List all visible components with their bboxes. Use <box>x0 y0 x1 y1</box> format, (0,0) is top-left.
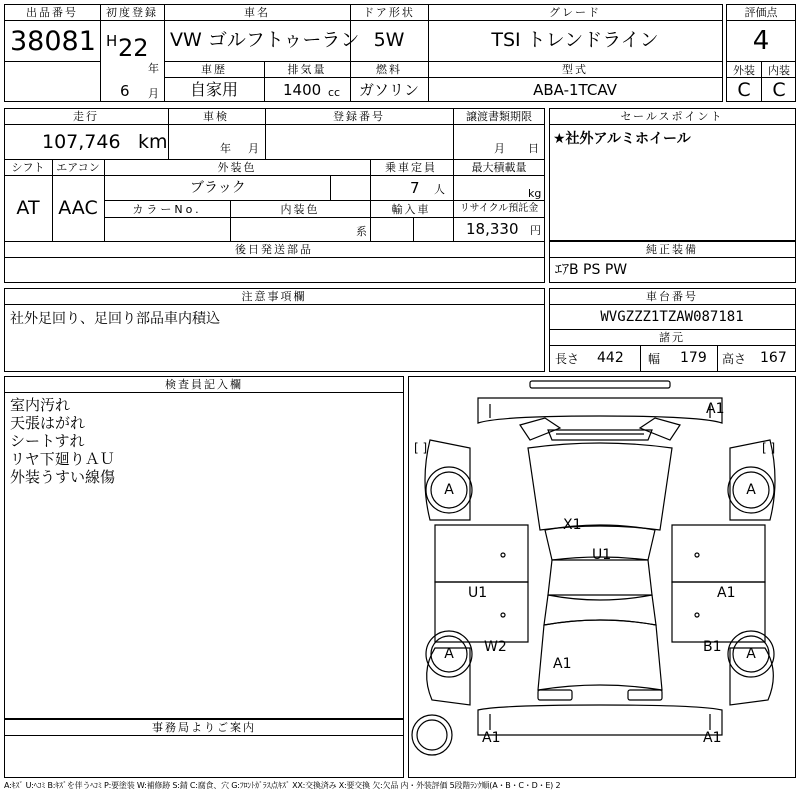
inspection-month-unit: 月 <box>248 142 259 155</box>
mark-bumper-left-a1: A1 <box>482 730 501 746</box>
transfer-doc-label: 譲渡書類期限 <box>466 110 532 123</box>
equipment-text: ｴｱB PS PW <box>555 262 628 278</box>
first-reg-year: 22 <box>118 34 149 62</box>
mark-wheel-rr: A <box>746 646 756 662</box>
inspector-line: リヤ下廻りＡＵ <box>10 450 115 468</box>
mark-roof-a1: A1 <box>706 401 725 417</box>
history-label: 車歴 <box>201 63 227 76</box>
door-type: 5W <box>373 29 405 51</box>
length-value: 442 <box>597 350 624 366</box>
length-label: 長さ <box>555 352 580 366</box>
exterior-grade: C <box>737 79 751 101</box>
inspector-line: シートすれ <box>10 432 85 450</box>
year-unit: 年 <box>148 62 159 75</box>
lot-number: 38081 <box>10 26 96 57</box>
score-value: 4 <box>752 26 770 56</box>
capacity-value: 7 <box>410 179 420 197</box>
mileage-unit: km <box>138 131 168 153</box>
shift-label: シフト <box>11 161 45 174</box>
door-label: ドア形状 <box>363 6 415 19</box>
width-label: 幅 <box>648 352 661 366</box>
width-value: 179 <box>680 350 707 366</box>
score-label: 評価点 <box>744 6 778 19</box>
mark-left-rear-w2: W2 <box>484 639 507 655</box>
exterior-label: 外装 <box>733 64 755 77</box>
damage-diagram-box <box>408 376 796 778</box>
color-no-label: カラーNo. <box>132 203 202 216</box>
aircon-label: エアコン <box>56 161 100 174</box>
aircon-value: AAC <box>58 197 98 219</box>
fuel-label: 燃料 <box>376 63 402 76</box>
displacement-unit: cc <box>328 86 341 99</box>
inspection-year-unit: 年 <box>220 142 231 155</box>
interior-color-label: 内装色 <box>280 203 320 216</box>
max-load-label: 最大積載量 <box>471 161 527 174</box>
mark-left-front-u1: U1 <box>468 585 488 601</box>
mark-rear-a1: A1 <box>553 656 572 672</box>
inspector-line: 外装うすい線傷 <box>10 468 116 486</box>
mileage-value: 107,746 <box>42 131 121 153</box>
recycle-label: リサイクル預託金 <box>459 203 539 214</box>
notes-label: 注意事項欄 <box>241 290 307 303</box>
shift-value: AT <box>16 197 40 219</box>
exterior-color-label: 外装色 <box>217 161 257 174</box>
recycle-value: 18,330 <box>466 220 519 238</box>
chassis-label: 車台番号 <box>646 290 698 303</box>
era: H <box>106 32 118 50</box>
interior-grade: C <box>772 79 786 101</box>
capacity-unit: 人 <box>434 183 445 196</box>
height-label: 高さ <box>722 352 747 366</box>
interior-color-unit: 系 <box>356 225 367 238</box>
lot-label: 出品番号 <box>26 6 78 19</box>
inspector-label: 検査員記入欄 <box>165 378 243 391</box>
inspector-line: 天張はがれ <box>10 414 86 432</box>
mark-hood-x1: X1 <box>563 517 582 533</box>
transfer-day-unit: 日 <box>528 142 539 155</box>
inspection-label: 車検 <box>203 110 229 123</box>
bracket-left: [ ] <box>414 441 428 455</box>
mark-right-rear-b1: B1 <box>703 639 722 655</box>
recycle-unit: 円 <box>530 224 541 237</box>
later-parts-label: 後日発送部品 <box>235 243 313 256</box>
mileage-label: 走行 <box>73 110 99 123</box>
mark-right-front-a1: A1 <box>717 585 736 601</box>
inspector-line: 室内汚れ <box>10 396 71 414</box>
damage-legend: A:ｷｽﾞ U:ﾍｺﾐ B:ｷｽﾞを伴うﾍｺﾐ P:要塗装 W:補修跡 S:錆 C:腐食、穴 G:ﾌﾛﾝﾄｶﾞﾗｽ点ｷｽﾞ XX:交換済み X:要交換 欠:欠品 内・外装評価 5段階ﾗﾝｸ順(A・B・C・D・E) 2 <box>4 781 561 790</box>
car-name-label: 車名 <box>244 6 270 19</box>
office-label: 事務局よりご案内 <box>152 721 256 734</box>
model-value: ABA-1TCAV <box>533 81 617 99</box>
notes-text: 社外足回り、足回り部品車内積込 <box>10 311 220 327</box>
month-unit: 月 <box>148 87 159 100</box>
sales-point-text: ★社外アルミホイール <box>553 131 691 147</box>
vin-value: WVGZZZ1TZAW087181 <box>600 309 744 325</box>
exterior-color-value: ブラック <box>190 180 246 196</box>
displacement-label: 排気量 <box>287 63 327 76</box>
mark-wheel-fl: A <box>444 482 454 498</box>
mark-hood-u1: U1 <box>592 547 612 563</box>
sales-point-label: セールスポイント <box>620 110 724 123</box>
equipment-label: 純正装備 <box>646 243 698 256</box>
car-name: VW ゴルフトゥーラン <box>170 29 360 51</box>
dims-label: 諸元 <box>659 331 685 344</box>
mark-wheel-fr: A <box>746 482 756 498</box>
mark-wheel-rl: A <box>444 646 454 662</box>
history-value: 自家用 <box>189 80 239 99</box>
sales-point-box <box>549 108 796 241</box>
reg-number-label: 登録番号 <box>333 110 385 123</box>
mark-bumper-right-a1: A1 <box>703 730 722 746</box>
capacity-label: 乗車定員 <box>385 161 437 174</box>
transfer-month-unit: 月 <box>494 142 505 155</box>
grade: TSI トレンドライン <box>491 29 659 51</box>
height-value: 167 <box>760 350 787 366</box>
first-reg-month: 6 <box>120 82 130 100</box>
import-label: 輸入車 <box>391 203 431 216</box>
interior-label: 内装 <box>768 64 790 77</box>
max-load-unit: kg <box>528 187 542 200</box>
inspector-lines <box>10 396 115 486</box>
fuel-value: ガソリン <box>358 81 420 99</box>
displacement-value: 1400 <box>283 81 322 99</box>
bracket-right: [ ] <box>762 441 776 455</box>
grade-label: グレード <box>549 6 601 19</box>
first-reg-label: 初度登録 <box>106 6 158 19</box>
model-label: 型式 <box>562 63 588 76</box>
